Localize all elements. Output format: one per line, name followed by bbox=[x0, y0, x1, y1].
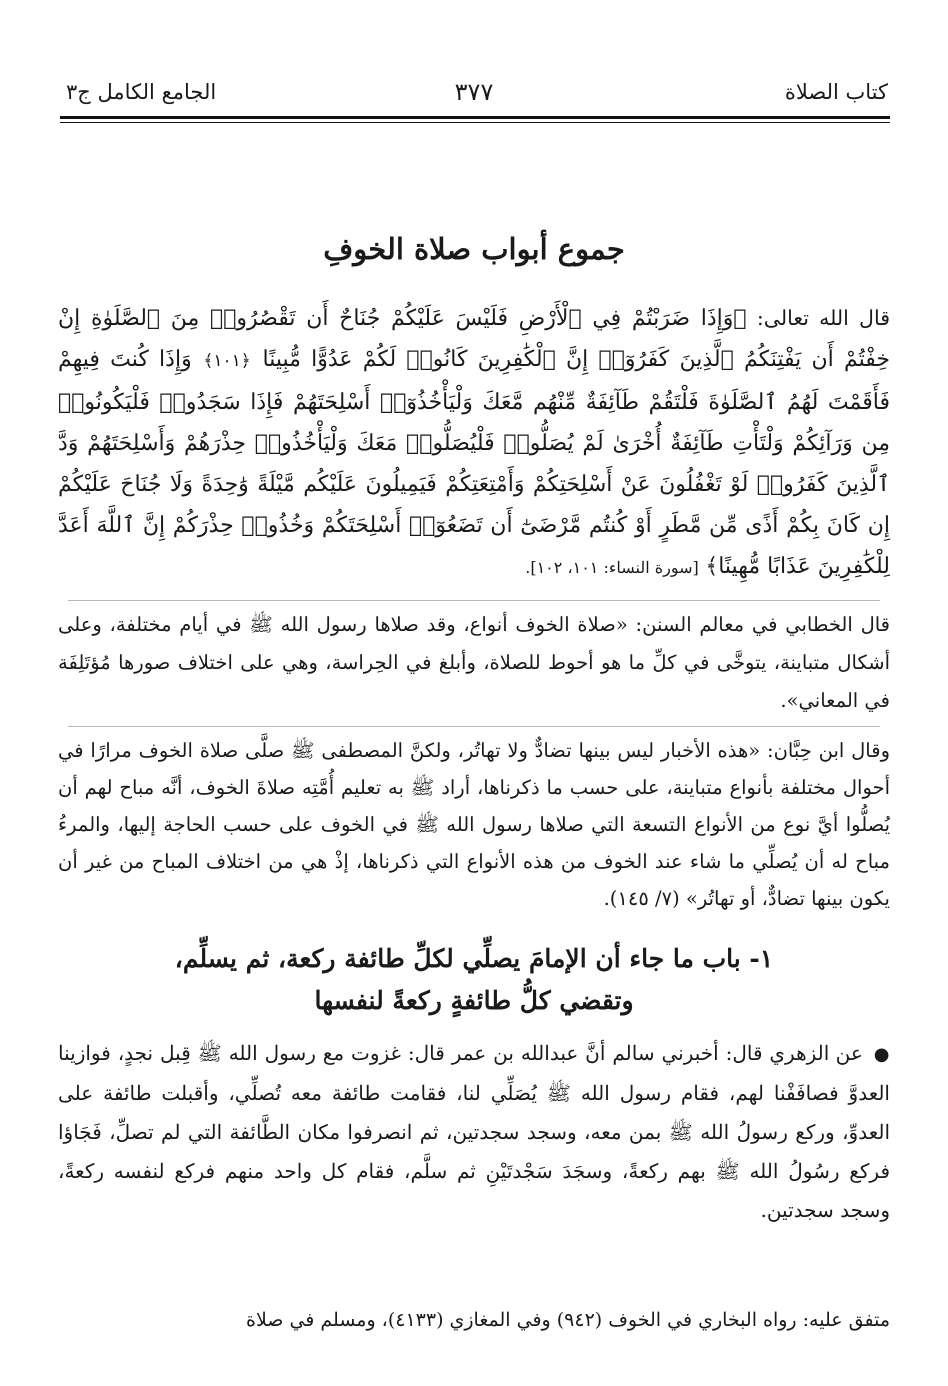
section-title: جموع أبواب صلاة الخوفِ bbox=[323, 232, 625, 266]
header-rule-thick bbox=[60, 116, 890, 119]
chapter-heading-line-2: وتقضي كلُّ طائفةٍ ركعةً لنفسها bbox=[314, 986, 634, 1015]
khattabi-paragraph: قال الخطابي في معالم السنن: «صلاة الخوف أنواع، وقد صلاها رسول الله ﷺ في أيام مختلفة، وعلى أشكال متباينة، يتوخَّى في كلِّ ما هو أحوط للصلاة، وأبلغ في الحِراسة، وهي على اختلاف صورها مُؤتَلِفَة في المعاني». bbox=[58, 613, 890, 712]
running-header-volume: الجامع الكامل ج٣ bbox=[66, 80, 217, 104]
takhrij-footnote: متفق عليه: رواه البخاري في الخوف (٩٤٢) وفي المغازي (٤١٣٣)، ومسلم في صلاة bbox=[245, 1309, 890, 1331]
quran-reference: [سورة النساء: ١٠١، ١٠٢]. bbox=[525, 558, 699, 577]
quran-intro: قال الله تعالى: bbox=[746, 306, 890, 330]
running-header-book-title: كتاب الصلاة bbox=[784, 80, 888, 104]
hadith-paragraph bbox=[58, 1034, 890, 1316]
ibn-hibban-paragraph: وقال ابن حِبَّان: «هذه الأخبار ليس بينها تضادٌّ ولا تهاتُر، ولكنَّ المصطفى ﷺ صلَّى صلاة الخوف مرارًا في أحوال مختلفة بأنواع متباينة، على حسب ما ذكرناها، أراد ﷺ به تعليم أُمَّتِه صلاةَ الخوف، أنَّه مباح لهم أن يُصلُّوا أيَّ نوع من الأنواع التسعة التي صلاها رسول الله ﷺ في الخوف على حسب الحاجة إليها، والمرءُ مباح له أن يُصلِّي ما شاء عند الخوف من هذه الأنواع التي ذكرناها، إذْ هي من اختلاف المباح من غير أن يكون بينها تضادٌّ، أو تهاتُر» (٧/ ١٤٥). bbox=[58, 739, 890, 910]
ayah-number-marker: ﴿١٠١﴾ bbox=[203, 351, 251, 371]
quran-paragraph bbox=[58, 298, 890, 594]
quran-verse-text-2: وَإِذَا كُنتَ فِيهِمْ فَأَقَمْتَ لَهُمُ ٱلصَّلَوٰةَ فَلْتَقُمْ طَآئِفَةٌ مِّنْهُم مَّعَكَ وَلْيَأْخُذُوٓا۟ أَسْلِحَتَهُمْ فَإِذَا سَجَدُوا۟ فَلْيَكُونُوا۟ مِن وَرَآئِكُمْ وَلْتَأْتِ طَآئِفَةٌ أُخْرَىٰ لَمْ يُصَلُّوا۟ فَلْيُصَلُّوا۟ مَعَكَ وَلْيَأْخُذُوا۟ حِذْرَهُمْ وَأَسْلِحَتَهُمْ وَدَّ ٱلَّذِينَ كَفَرُوا۟ لَوْ تَغْفُلُونَ عَنْ أَسْلِحَتِكُمْ وَأَمْتِعَتِكُمْ فَيَمِيلُونَ عَلَيْكُم مَّيْلَةً وَٰحِدَةً وَلَا جُنَاحَ عَلَيْكُمْ إِن كَانَ بِكُمْ أَذًى مِّن مَّطَرٍ أَوْ كُنتُم مَّرْضَىٰٓ أَن تَضَعُوٓا۟ أَسْلِحَتَكُمْ وَخُذُوا۟ حِذْرَكُمْ إِنَّ ٱللَّهَ أَعَدَّ لِلْكَٰفِرِينَ عَذَابًا مُّهِينًا﴾ bbox=[58, 347, 890, 579]
chapter-heading bbox=[60, 938, 888, 1022]
header-rule-thin bbox=[60, 122, 890, 123]
chapter-heading-line-1: ١- باب ما جاء أن الإمامَ يصلِّي لكلِّ طائفة ركعة، ثم يسلِّم، bbox=[174, 944, 774, 973]
paragraph-separator bbox=[68, 726, 880, 727]
hadith-text: عن الزهري قال: أخبرني سالم أنَّ عبدالله بن عمر قال: غزوت مع رسول الله ﷺ قِبل نجدٍ، فوازينا العدوَّ فصافَفْنا لهم، فقام رسول الله ﷺ يُصَلِّي لنا، فقامت طائفة معه تُصلِّي، وأقبلت طائفة على العدوِّ، وركع رسولُ الله ﷺ بمن معه، وسجد سجدتين، ثم انصرفوا مكان الطَّائفة التي لم تصلِّ، فَجَاؤا فركع رسُولُ الله ﷺ بهم ركعةً، وسجَدَ سَجْدتَيْنِ ثم سلَّم، فقام كل واحد منهم فركع لنفسه ركعةً، وسجد سجدتين. bbox=[58, 1041, 890, 1222]
bullet-icon: ● bbox=[873, 1044, 890, 1065]
page-number: ٣٧٧ bbox=[454, 78, 494, 106]
quran-verse-text-1: ﴿وَإِذَا ضَرَبْتُمْ فِي ٱلْأَرْضِ فَلَيْسَ عَلَيْكُمْ جُنَاحٌ أَن تَقْصُرُوا۟ مِنَ ٱلصَّلَوٰةِ إِنْ خِفْتُمْ أَن يَفْتِنَكُمُ ٱلَّذِينَ كَفَرُوٓا۟ إِنَّ ٱلْكَٰفِرِينَ كَانُوا۟ لَكُمْ عَدُوًّا مُّبِينًا bbox=[58, 306, 890, 372]
paragraph-separator bbox=[68, 600, 880, 601]
